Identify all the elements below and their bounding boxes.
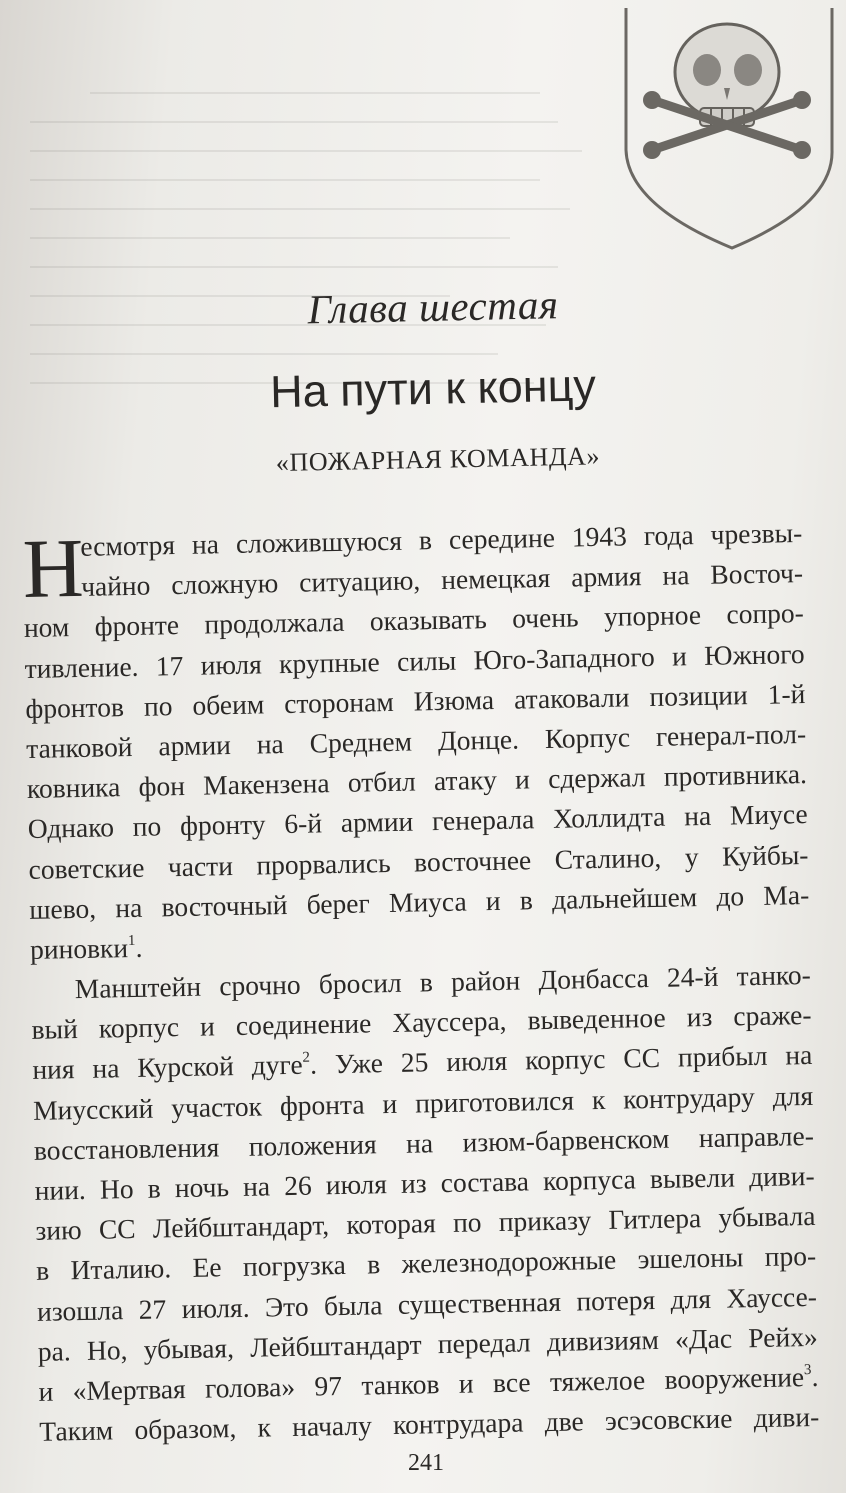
text-line: шево, на восточный берег Миуса и в дальнейшем до Ма- bbox=[29, 878, 810, 925]
text-fragment: . Уже 25 июля корпус СС прибыл на bbox=[309, 1039, 813, 1081]
drop-cap: Н bbox=[21, 521, 85, 616]
text-line: и «Мертвая голова» 97 танков и все тяжелое вооружение$^3$. bbox=[38, 1360, 819, 1407]
text-line: Таким образом, к началу контрудара две эсэсовские диви- bbox=[39, 1400, 820, 1447]
text-line: Миусский участок фронта и приготовился к контрудару для bbox=[32, 1079, 814, 1126]
text-line: фронтов по обеим сторонам Изюма атаковали позиции 1-й bbox=[25, 677, 806, 724]
chapter-title: На пути к концу bbox=[269, 359, 597, 418]
text-line: тивление. 17 июля крупные силы Юго-Западного и Южного bbox=[24, 637, 805, 684]
text-line: советские части прорвались восточнее Сталино, у Куйбы- bbox=[28, 838, 809, 885]
section-title: «ПОЖАРНАЯ КОМАНДА» bbox=[275, 441, 601, 478]
text-line: ра. Но, убывая, Лейбштандарт передал дивизиям «Дас Рейх» bbox=[37, 1320, 818, 1367]
text-fragment: ния на Курской дуге bbox=[32, 1049, 303, 1086]
footnote-marker: 1 bbox=[127, 932, 136, 949]
text-fragment: и «Мертвая голова» 97 танков и все тяжелое вооружение bbox=[38, 1361, 805, 1407]
text-line: вый корпус и соединение Хауссера, выведенное из сраже- bbox=[31, 999, 812, 1046]
text-line: зию СС Лейбштандарт, которая по приказу Гитлера убывала bbox=[35, 1200, 816, 1247]
text-line: есмотря на сложившуюся в середине 1943 года чрезвы- bbox=[80, 517, 803, 562]
chapter-label: Глава шестая bbox=[307, 281, 559, 333]
text-line: Однако по фронту 6-й армии генерала Холлидта на Миусе bbox=[27, 798, 808, 845]
text-line: нии. Но в ночь на 26 июля из состава корпуса вывели диви- bbox=[34, 1159, 815, 1206]
text-line: ковника фон Макензена отбил атаку и сдержал противника. bbox=[26, 758, 808, 805]
text-line: танковой армии на Среднем Донце. Корпус генерал-пол- bbox=[25, 717, 807, 764]
text-line: риновки$^1$. bbox=[29, 931, 143, 965]
page-number: 241 bbox=[408, 1450, 444, 1476]
footnote-marker: 3 bbox=[803, 1361, 812, 1379]
text-line: изошла 27 июля. Это была существенная потеря для Хауссе- bbox=[36, 1280, 818, 1327]
skull-shield-emblem-icon bbox=[612, 0, 842, 255]
footnote-marker: 2 bbox=[302, 1050, 311, 1067]
text-line: восстановления положения на изюм-барвенском направле- bbox=[33, 1119, 815, 1166]
text-line: чайно сложную ситуацию, немецкая армия на Восточ- bbox=[80, 557, 804, 603]
body-text bbox=[22, 513, 840, 1453]
text-line: Манштейн срочно бросил в район Донбасса 24-й танко- bbox=[74, 959, 812, 1005]
text-fragment: риновки bbox=[29, 931, 129, 965]
text-line: в Италию. Ее погрузка в железнодорожные эшелоны про- bbox=[35, 1240, 817, 1287]
text-line: ном фронте продолжала оказывать очень упорное сопро- bbox=[23, 597, 805, 644]
